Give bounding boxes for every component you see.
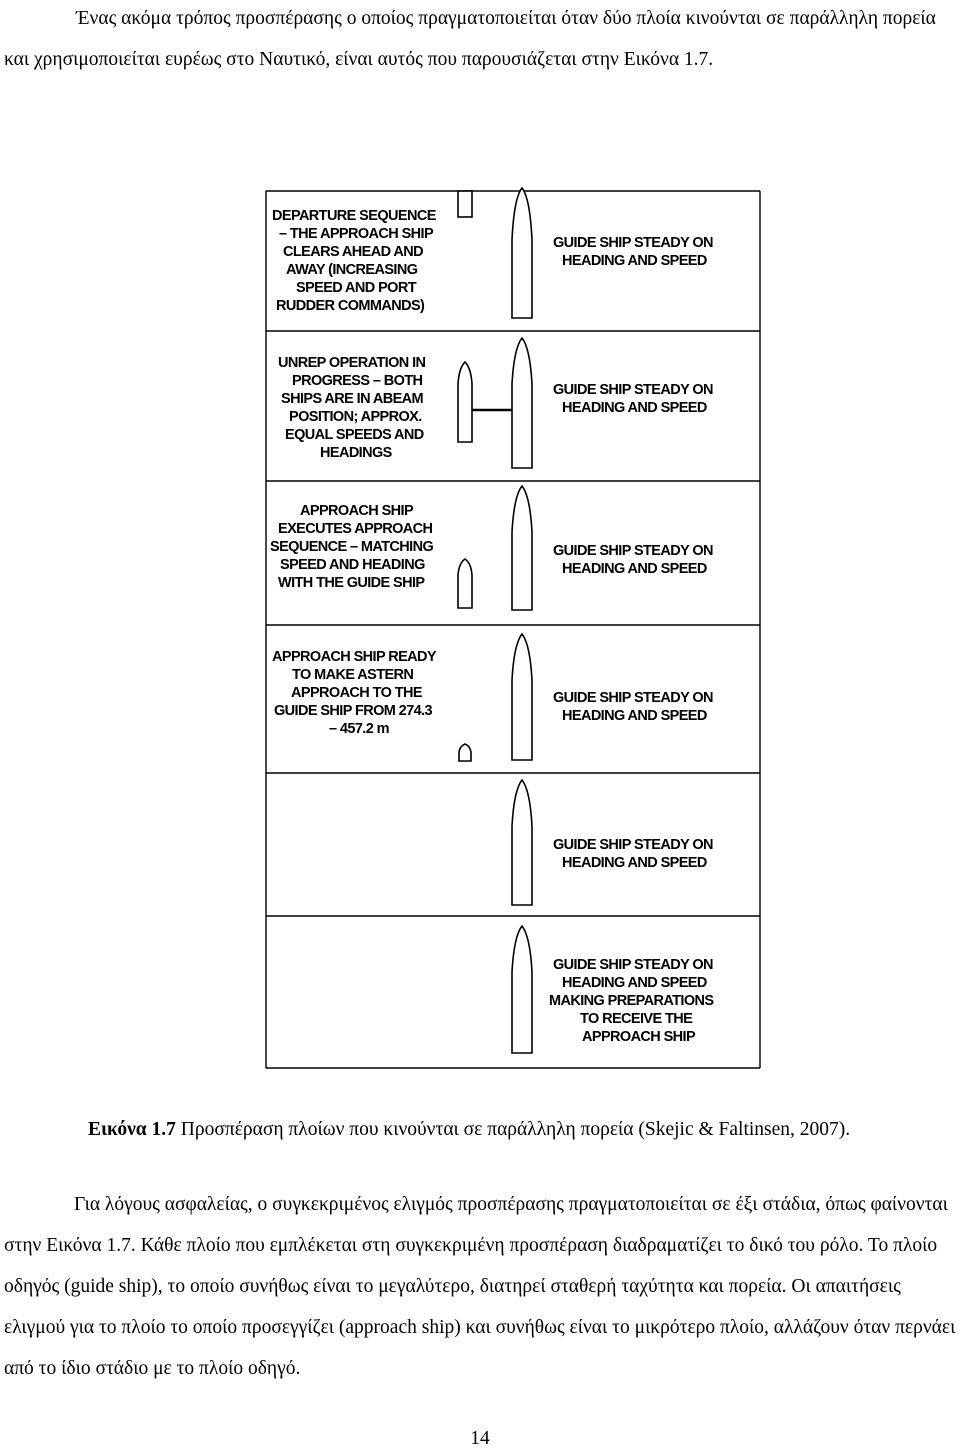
label-line: – THE APPROACH SHIP [279,226,434,242]
label-line: DEPARTURE SEQUENCE [272,208,436,224]
label-line: GUIDE SHIP STEADY ON [553,543,713,559]
label-line: POSITION; APPROX. [289,409,422,425]
label-line: EXECUTES APPROACH [278,521,433,537]
label-line: AWAY (INCREASING [286,262,418,278]
label-line: TO RECEIVE THE [580,1011,693,1027]
panel-1-left-label [272,208,437,314]
guide-ship-1 [512,188,532,318]
guide-ship-4 [512,634,532,760]
panel-6-right-label [549,957,714,1045]
label-line: HEADING AND SPEED [562,855,707,871]
label-line: MAKING PREPARATIONS [549,993,714,1009]
label-line: GUIDE SHIP FROM 274.3 [274,703,432,719]
panel-3-right-label [553,543,713,577]
label-line: SPEED AND HEADING [280,557,425,573]
label-line: HEADING AND SPEED [562,253,707,269]
label-line: APPROACH TO THE [291,685,422,701]
caption-label: Εικόνα 1.7 [88,1119,176,1140]
label-line: EQUAL SPEEDS AND [285,427,424,443]
panel-5-right-label [553,837,713,871]
label-line: – 457.2 m [329,721,389,737]
label-line: SHIPS ARE IN ABEAM [281,391,424,407]
label-line: HEADING AND SPEED [562,400,707,416]
label-line: HEADING AND SPEED [562,561,707,577]
label-line: APPROACH SHIP READY [272,649,436,665]
panel-2-right-label [553,382,713,416]
label-line: GUIDE SHIP STEADY ON [553,382,713,398]
label-line: PROGRESS – BOTH [292,373,423,389]
label-line: HEADING AND SPEED [562,708,707,724]
panel-4-right-label [553,690,713,724]
label-line: SPEED AND PORT [296,280,416,296]
guide-ship-5 [512,780,532,905]
body-paragraph: Για λόγους ασφαλείας, ο συγκεκριμένος ελιγμός προσπέρασης πραγματοποιείται σε έξι στάδια, όπως φαίνονται στην Εικόνα 1.7. Κάθε πλοίο που εμπλέκεται στη συγκεκριμένη προσπέραση διαδραματίζει το δικό του ρόλο. Το πλοίο οδηγός (guide ship), το οποίο συνήθως είναι το μεγαλύτερο, διατηρεί σταθερή ταχύτητα και πορεία. Οι απαιτήσεις ελιγμού για το πλοίο το οποίο προσεγγίζει (approach ship) και συνήθως είναι το μικρότερο πλοίο, αλλάζουν όταν περνάει από το ίδιο στάδιο με το πλοίο οδηγό. [4,1194,956,1379]
label-line: SEQUENCE – MATCHING [270,539,434,555]
guide-ship-3 [512,486,532,610]
approach-ship-4 [459,744,471,761]
label-line: APPROACH SHIP [300,503,414,519]
approach-ship-3 [458,559,472,608]
label-line: RUDDER COMMANDS) [276,298,425,314]
guide-ship-hulls [512,188,532,1053]
panel-3-left-label [270,503,433,591]
caption-text: Προσπέραση πλοίων που κινούνται σε παράλληλη πορεία (Skejic & Faltinsen, 2007). [175,1119,851,1140]
label-line: HEADING AND SPEED [562,975,707,991]
label-line: WITH THE GUIDE SHIP [278,575,425,591]
label-line: GUIDE SHIP STEADY ON [553,837,713,853]
label-line: GUIDE SHIP STEADY ON [553,957,713,973]
label-line: GUIDE SHIP STEADY ON [553,235,713,251]
figure-caption [88,1117,850,1143]
page-number: 14 [470,1428,490,1449]
label-line: HEADINGS [320,445,392,461]
guide-ship-6 [512,926,532,1053]
label-line: APPROACH SHIP [582,1029,696,1045]
approach-ship-hulls [458,191,512,761]
label-line: GUIDE SHIP STEADY ON [553,690,713,706]
approach-ship-1 [458,191,472,217]
label-line: CLEARS AHEAD AND [283,244,423,260]
guide-ship-2 [512,338,532,468]
intro-paragraph: Ένας ακόμα τρόπος προσπέρασης ο οποίος πραγματοποιείται όταν δύο πλοία κινούνται σε παράλληλη πορεία και χρησιμοποιείται ευρέως στο Ναυτικό, είναι αυτός που παρουσιάζεται στην Εικόνα 1.7. [4,8,936,70]
approach-ship-2 [458,362,472,442]
panel-2-left-label [278,355,426,461]
panel-4-left-label [272,649,437,737]
figure-frame [266,191,760,1068]
panel-1-right-label [553,235,713,269]
label-line: TO MAKE ASTERN [292,667,414,683]
label-line: UNREP OPERATION IN [278,355,426,371]
